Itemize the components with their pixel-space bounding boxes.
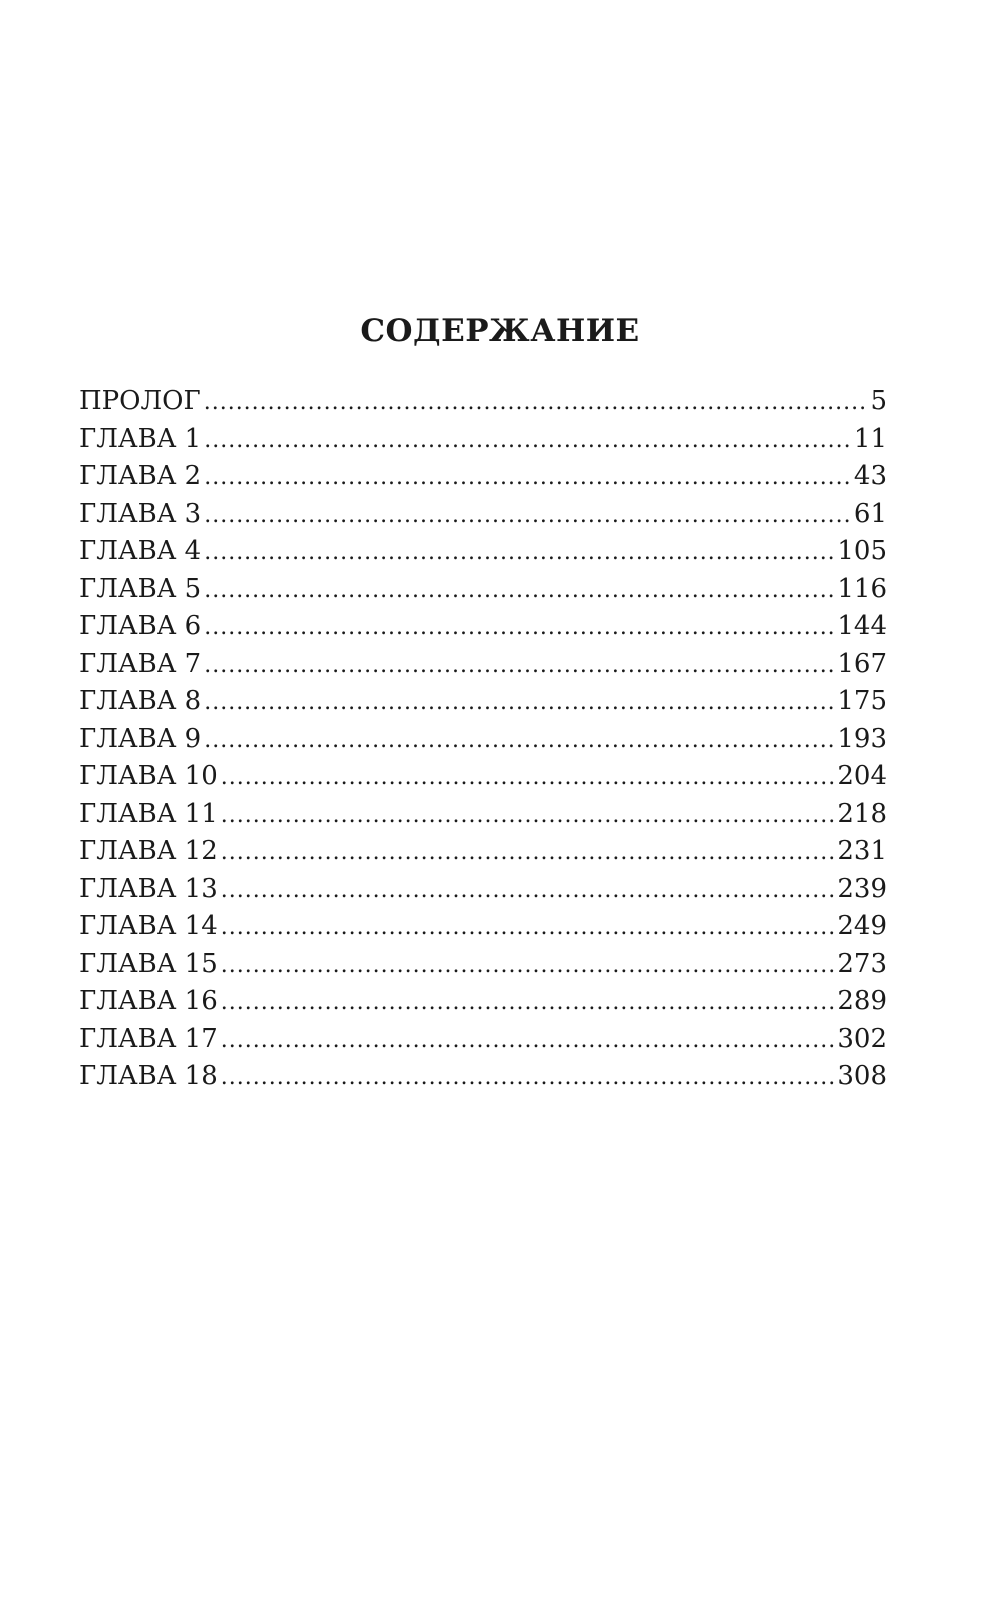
toc-entry	[79, 1021, 887, 1059]
toc-entry-page: 167	[837, 648, 887, 679]
toc-dot-leader	[204, 422, 851, 460]
toc-entry-page: 249	[837, 911, 887, 941]
toc-entry-label: ГЛАВА 11	[79, 798, 218, 829]
toc-entry-page: 105	[837, 536, 887, 566]
toc-dot-leader	[221, 834, 835, 872]
toc-entry	[79, 1058, 887, 1096]
toc-entry-page: 231	[837, 836, 887, 866]
toc-dot-leader	[204, 572, 834, 610]
toc-entry-page: 5	[870, 386, 887, 416]
toc-entry-page: 175	[837, 686, 887, 716]
toc-entry	[79, 608, 887, 646]
toc-entry-label: ГЛАВА 15	[79, 948, 218, 979]
toc-dot-leader	[204, 609, 834, 647]
toc-entry-label: ГЛАВА 7	[79, 648, 202, 679]
toc-entry-page: 239	[837, 873, 887, 904]
toc-dot-leader	[221, 984, 835, 1022]
toc-entry-label: ГЛАВА 13	[79, 873, 218, 904]
toc-dot-leader	[204, 459, 851, 497]
toc-dot-leader	[204, 534, 834, 572]
toc-entry	[79, 646, 887, 684]
toc-dot-leader	[221, 909, 835, 947]
toc-entry	[79, 571, 887, 609]
toc-entry-label: ГЛАВА 14	[79, 911, 218, 941]
toc-entry-page: 302	[837, 1023, 887, 1054]
toc-entry-label: ГЛАВА 1	[79, 423, 202, 454]
toc-entry-label: ГЛАВА 2	[79, 461, 202, 491]
toc-dot-leader	[221, 797, 835, 835]
toc-entry-page: 144	[837, 611, 887, 641]
toc-dot-leader	[221, 947, 835, 985]
toc-entry	[79, 421, 887, 459]
toc-entry-page: 61	[853, 498, 887, 529]
toc-entry	[79, 533, 887, 571]
toc-entry-label: ГЛАВА 17	[79, 1023, 218, 1054]
toc-entry-label: ПРОЛОГ	[79, 386, 201, 416]
toc-dot-leader	[204, 647, 834, 685]
toc-entry-page: 308	[837, 1061, 887, 1091]
toc-entry-page: 218	[837, 798, 887, 829]
toc-entry	[79, 383, 887, 421]
toc-entry-label: ГЛАВА 18	[79, 1061, 218, 1091]
toc-dot-leader	[204, 684, 834, 722]
toc-entry-label: ГЛАВА 12	[79, 836, 218, 866]
toc-entry-label: ГЛАВА 9	[79, 723, 202, 754]
toc-entry-label: ГЛАВА 4	[79, 536, 202, 566]
toc-dot-leader	[221, 872, 835, 910]
toc-entry-page: 11	[853, 423, 887, 454]
toc-entry-label: ГЛАВА 6	[79, 611, 202, 641]
toc-entry	[79, 796, 887, 834]
toc-entry	[79, 683, 887, 721]
toc-entry	[79, 908, 887, 946]
table-of-contents	[79, 383, 887, 1096]
toc-entry-label: ГЛАВА 10	[79, 761, 218, 791]
toc-entry-label: ГЛАВА 3	[79, 498, 202, 529]
page-title: СОДЕРЖАНИЕ	[360, 313, 640, 349]
toc-entry-page: 289	[837, 986, 887, 1016]
toc-dot-leader	[204, 497, 851, 535]
toc-entry	[79, 758, 887, 796]
toc-entry-page: 193	[837, 723, 887, 754]
toc-entry-page: 116	[837, 573, 887, 604]
toc-entry-label: ГЛАВА 16	[79, 986, 218, 1016]
toc-entry	[79, 496, 887, 534]
toc-dot-leader	[221, 1059, 835, 1097]
toc-entry	[79, 983, 887, 1021]
toc-entry	[79, 871, 887, 909]
toc-entry	[79, 721, 887, 759]
toc-entry-label: ГЛАВА 5	[79, 573, 202, 604]
toc-dot-leader	[221, 1022, 835, 1060]
toc-dot-leader	[204, 722, 834, 760]
toc-entry	[79, 458, 887, 496]
toc-entry-page: 43	[853, 461, 887, 491]
toc-entry-label: ГЛАВА 8	[79, 686, 202, 716]
toc-dot-leader	[204, 384, 868, 422]
toc-entry-page: 273	[837, 948, 887, 979]
toc-dot-leader	[221, 759, 835, 797]
toc-entry	[79, 946, 887, 984]
toc-entry	[79, 833, 887, 871]
toc-entry-page: 204	[837, 761, 887, 791]
